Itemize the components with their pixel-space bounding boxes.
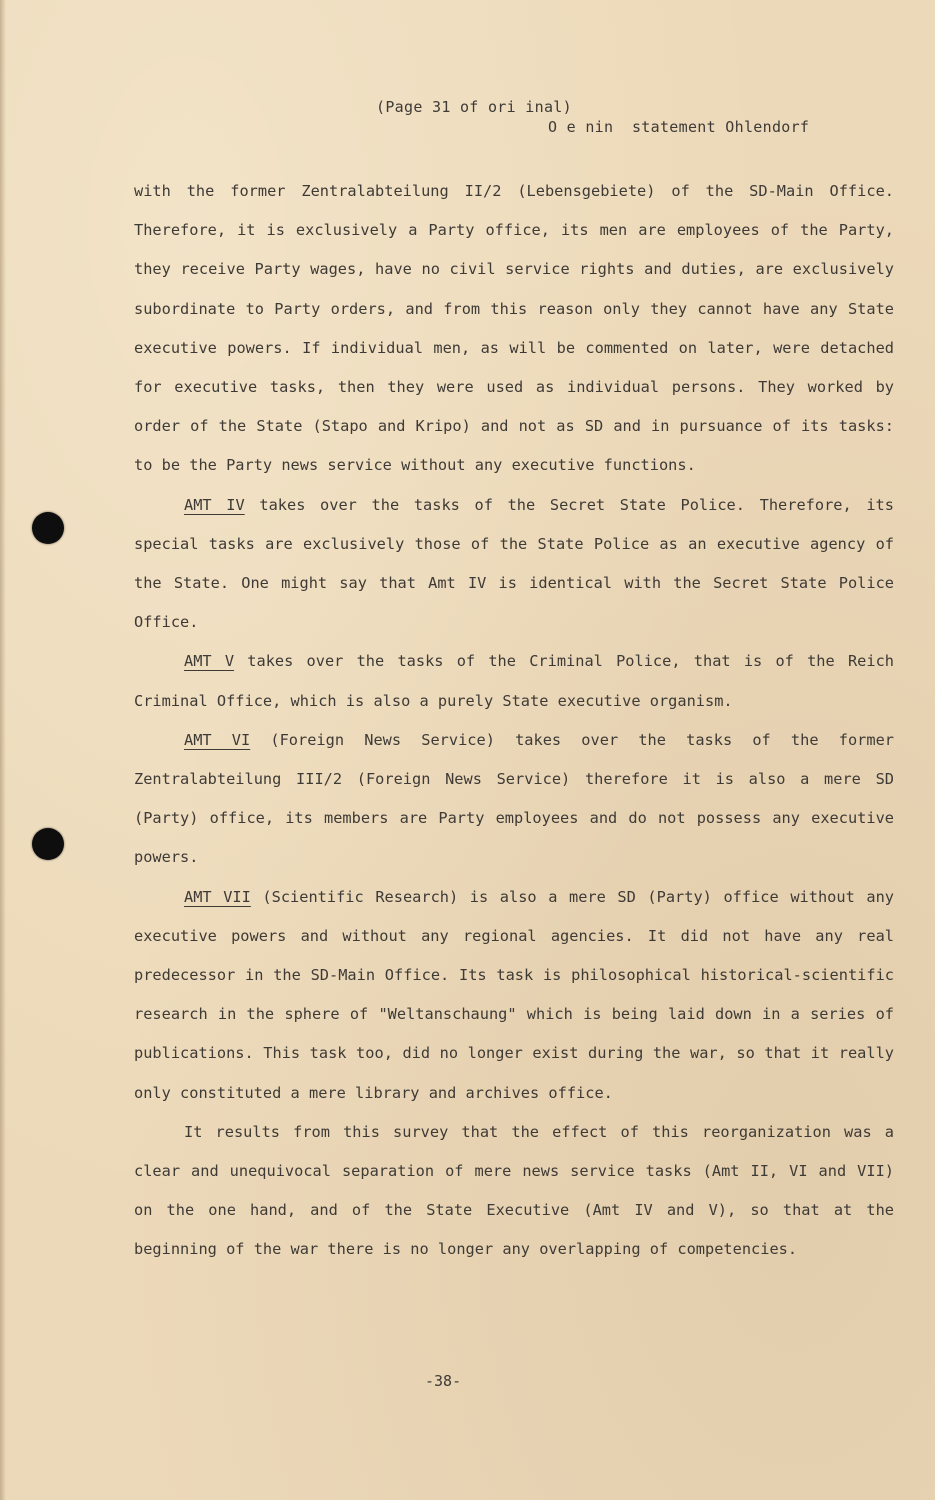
punch-hole [32,512,64,544]
paragraph-amt-iv [134,486,894,643]
page-number: -38- [425,1372,462,1390]
paragraph-sd-office: with the former Zentralabteilung II/2 (Lebensgebiete) of the SD-Main Office. Therefore, it is exclusively a Party office, its men are employees of the Party, they receive Party wages, have no civil service rights and duties, are exclusively subordinate to Party orders, and from this reason only they cannot have any State executive powers. If individual men, as will be commented on later, were detached for executive tasks, then they were used as individual persons. They worked by order of the State (Stapo and Kripo) and not as SD and in pursuance of its tasks: to be the Party news service without any executive functions. [134,182,894,475]
page-reference: (Page 31 of ori inal) [376,98,572,116]
amt-vi-text: (Foreign News Service) takes over the tasks of the former Zentralabteilung III/2 (Foreign News Service) therefore it is also a mere SD (Party) office, its members are Party employees and do not possess any executive powers. [134,730,894,867]
document-title: O e nin statement Ohlendorf [548,118,810,136]
paragraph-amt-vii [134,878,894,1113]
amt-vii-label: AMT VII [184,887,251,906]
amt-v-text: takes over the tasks of the Criminal Police, that is of the Reich Criminal Office, which is also a purely State executive organism. [134,652,894,710]
paragraph-amt-vi [134,721,894,878]
amt-v-label: AMT V [184,652,235,671]
body-text [134,172,894,1270]
amt-iv-label: AMT IV [184,495,245,514]
paragraph-amt-v [134,642,894,720]
amt-vii-text: (Scientific Research) is also a mere SD (Party) office without any executive powers and without any regional agencies. It did not have any real predecessor in the SD-Main Office. Its task is philosophical historical-scientific research in the sphere of "Weltanschaung" which is being laid down in a series of publications. This task too, did no longer exist during the war, so that it really only constituted a mere library and archives office. [134,887,894,1102]
paragraph-conclusion: It results from this survey that the effect of this reorganization was a clear and unequivocal separation of mere news service tasks (Amt II, VI and VII) on the one hand, and of the State Executive (Amt IV and V), so that at the beginning of the war there is no longer any overlapping of competencies. [134,1122,894,1259]
page-edge-shadow [0,0,6,1500]
amt-vi-label: AMT VI [184,730,251,749]
amt-iv-text: takes over the tasks of the Secret State Police. Therefore, its special tasks are exclusively those of the State Police as an executive agency of the State. One might say that Amt IV is identical with the Secret State Police Office. [134,495,894,632]
punch-hole [32,828,64,860]
